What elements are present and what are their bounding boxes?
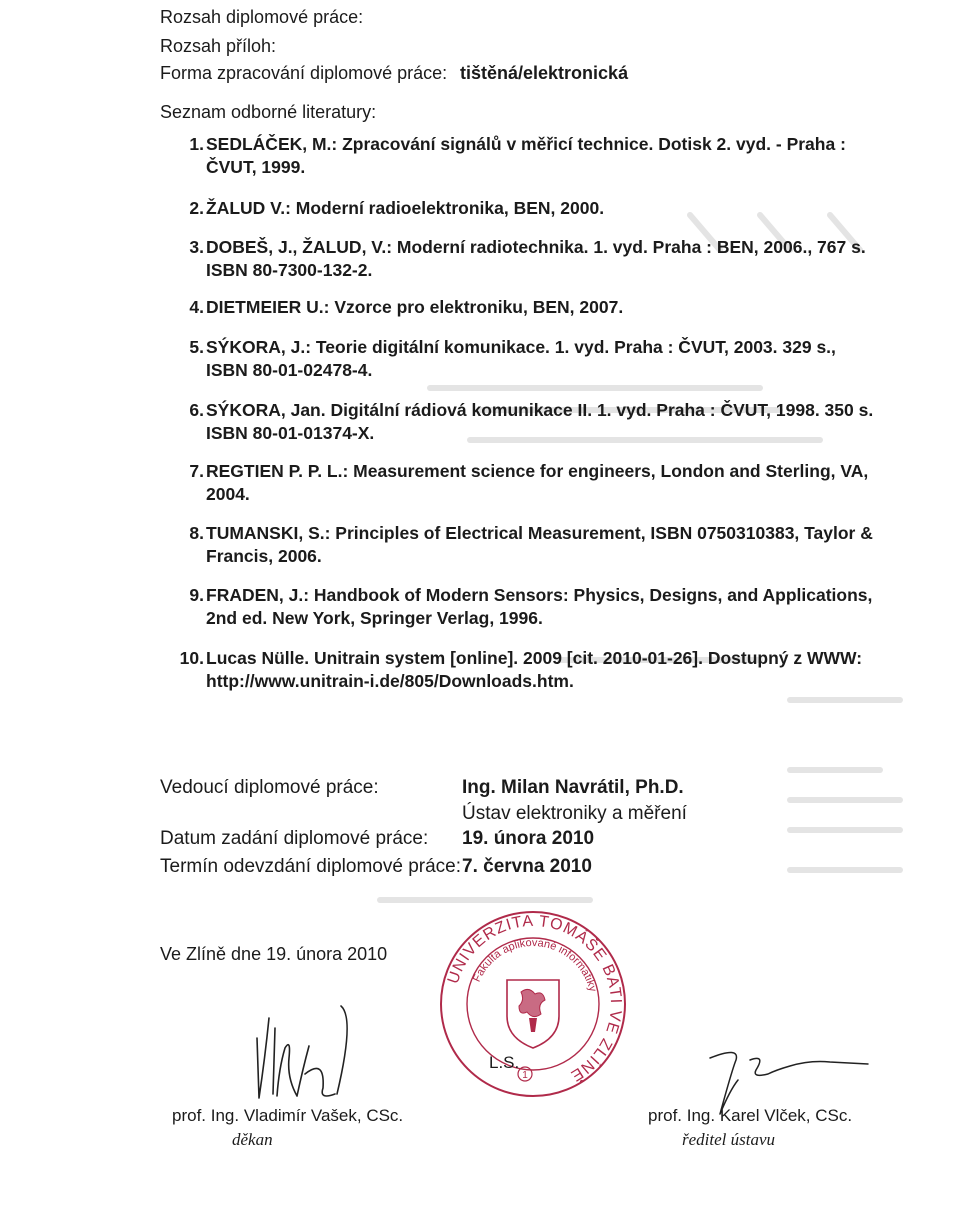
seal-number: 1 — [522, 1070, 528, 1081]
reference-text: REGTIEN P. P. L.: Measurement science for engineers, London and Sterling, VA, 2004. — [206, 461, 869, 504]
termin-odevzdani-value: 7. června 2010 — [462, 856, 592, 877]
forma-row — [160, 62, 629, 84]
rozsah-priloh-row — [160, 35, 276, 57]
vedouci-department: Ústav elektroniky a měření — [462, 803, 687, 824]
ls-mark: L.S. — [489, 1053, 520, 1072]
university-seal-stamp — [437, 908, 629, 1100]
literature-label: Seznam odborné literatury: — [160, 102, 377, 122]
vedouci-name: Ing. Milan Navrátil, Ph.D. — [462, 777, 684, 798]
datum-zadani-value: 19. února 2010 — [462, 828, 595, 849]
reference-number: 9. — [189, 585, 204, 605]
reference-number: 2. — [189, 198, 204, 218]
reference-item — [178, 460, 878, 506]
seal-outer-text: UNIVERZITA TOMÁŠE BATI VE ZLÍNĚ — [444, 912, 625, 1085]
director-role: ředitel ústavu — [682, 1130, 776, 1149]
reference-number: 1. — [189, 134, 204, 154]
reference-item — [178, 296, 878, 319]
reference-text: SÝKORA, J.: Teorie digitální komunikace. 1. vyd. Praha : ČVUT, 2003. 329 s., ISBN 80-01-02478-4. — [206, 337, 836, 380]
dean-signature — [245, 998, 375, 1108]
reference-item — [178, 133, 878, 179]
reference-text: Lucas Nülle. Unitrain system [online]. 2009 [cit. 2010-01-26]. Dostupný z WWW: http://www.unitrain-i.de/805/Downloads.htm. — [206, 648, 863, 691]
datum-zadani-label: Datum zadání diplomové práce: — [160, 828, 429, 849]
dean-role: děkan — [232, 1130, 273, 1149]
vedouci-label: Vedoucí diplomové práce: — [160, 777, 379, 798]
reference-number: 8. — [189, 523, 204, 543]
rozsah-prace-row — [160, 6, 363, 28]
rozsah-priloh-label: Rozsah příloh: — [160, 36, 277, 56]
reference-number: 6. — [189, 400, 204, 420]
reference-number: 4. — [189, 297, 204, 317]
forma-label: Forma zpracování diplomové práce: — [160, 63, 448, 83]
reference-item — [178, 236, 878, 282]
director-name: prof. Ing. Karel Vlček, CSc. — [648, 1106, 853, 1125]
reference-text: DIETMEIER U.: Vzorce pro elektroniku, BEN, 2007. — [206, 297, 624, 317]
coat-of-arms-icon — [507, 980, 559, 1048]
reference-item — [178, 584, 878, 630]
reference-text: SEDLÁČEK, M.: Zpracování signálů v měřicí technice. Dotisk 2. vyd. - Praha : ČVUT, 1999. — [206, 134, 846, 177]
forma-value: tištěná/elektronická — [460, 63, 629, 83]
termin-odevzdani-label: Termín odevzdání diplomové práce: — [160, 856, 461, 877]
reference-item — [178, 399, 878, 445]
dean-name: prof. Ing. Vladimír Vašek, CSc. — [172, 1106, 404, 1125]
place-and-date: Ve Zlíně dne 19. února 2010 — [160, 944, 388, 964]
reference-number: 5. — [189, 337, 204, 357]
reference-number: 3. — [189, 237, 204, 257]
seal-inner-text: Fakulta aplikované informatiky — [470, 936, 599, 993]
reference-text: TUMANSKI, S.: Principles of Electrical Measurement, ISBN 0750310383, Taylor & Francis, 2006. — [206, 523, 873, 566]
reference-text: FRADEN, J.: Handbook of Modern Sensors: Physics, Designs, and Applications, 2nd ed. New York, Springer Verlag, 1996. — [206, 585, 873, 628]
reference-text: DOBEŠ, J., ŽALUD, V.: Moderní radiotechnika. 1. vyd. Praha : BEN, 2006., 767 s. ISBN 80-7300-132-2. — [206, 237, 866, 280]
reference-item — [178, 197, 878, 220]
reference-item — [178, 336, 878, 382]
reference-text: SÝKORA, Jan. Digitální rádiová komunikace II. 1. vyd. Praha : ČVUT, 1998. 350 s. ISBN 80-01-01374-X. — [206, 400, 874, 443]
rozsah-prace-label: Rozsah diplomové práce: — [160, 7, 364, 27]
reference-number: 10. — [179, 648, 204, 668]
reference-text: ŽALUD V.: Moderní radioelektronika, BEN, 2000. — [206, 198, 605, 218]
reference-item — [178, 647, 878, 693]
reference-number: 7. — [189, 461, 204, 481]
reference-item — [178, 522, 878, 568]
